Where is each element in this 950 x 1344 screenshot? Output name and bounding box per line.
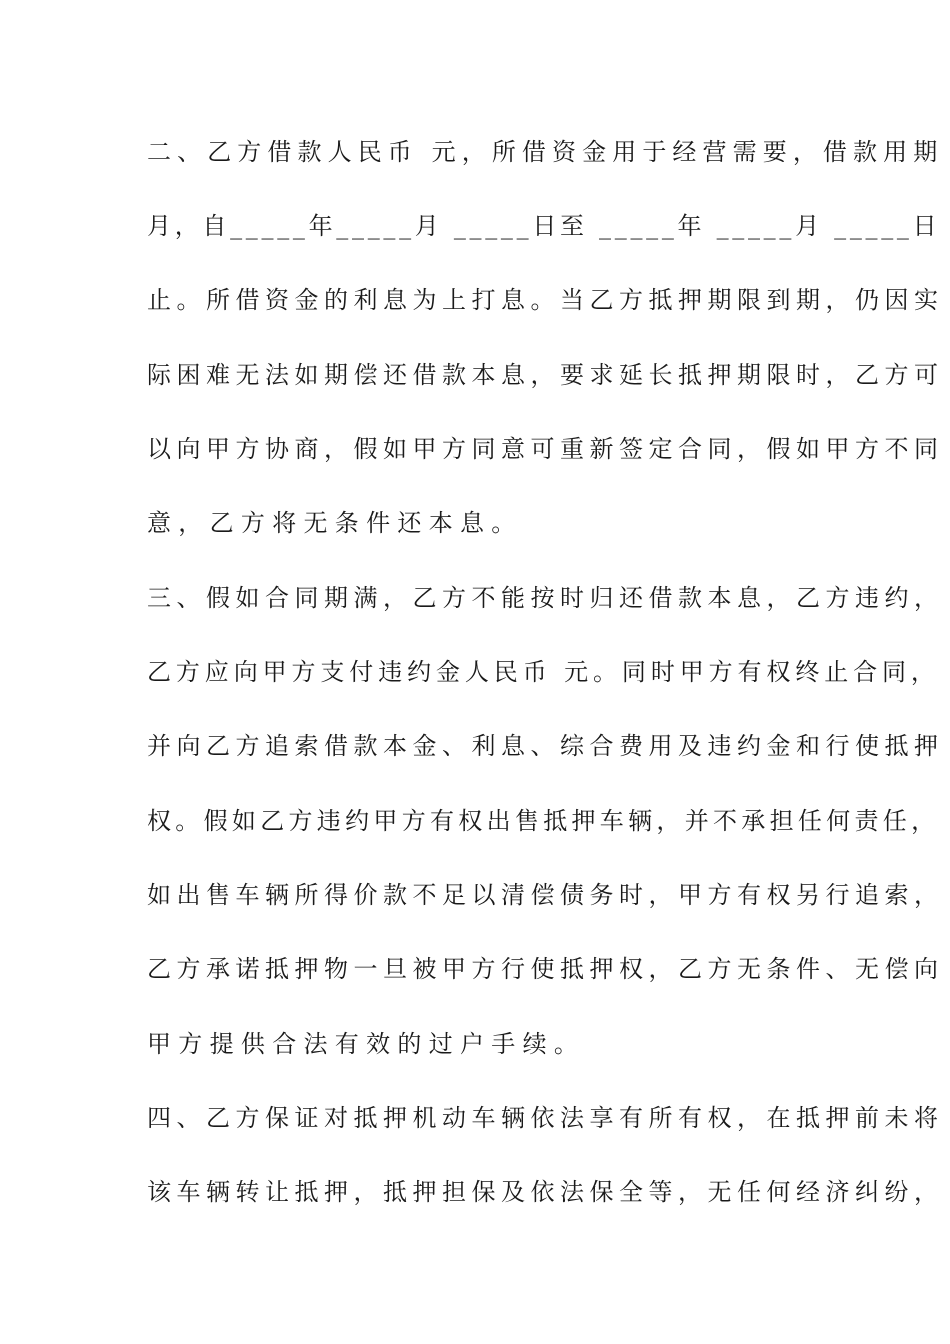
text-line: 际困难无法如期偿还借款本息，要求延长抵押期限时，乙方可 — [147, 361, 944, 389]
text-line: 该车辆转让抵押，抵押担保及依法保全等，无任何经济纠纷， — [147, 1178, 944, 1206]
text-line: 四、乙方保证对抵押机动车辆依法享有所有权，在抵押前未将 — [147, 1104, 944, 1132]
text-line: 如出售车辆所得价款不足以清偿债务时，甲方有权另行追索， — [147, 881, 944, 909]
text-line: 二、乙方借款人民币 元，所借资金用于经营需要，借款用期 — [147, 138, 944, 166]
text-line: 并向乙方追索借款本金、利息、综合费用及违约金和行使抵押 — [147, 732, 944, 760]
text-line: 以向甲方协商，假如甲方同意可重新签定合同，假如甲方不同 — [147, 435, 944, 463]
text-line: 乙方应向甲方支付违约金人民币 元。同时甲方有权终止合同， — [147, 658, 940, 686]
text-line: 意，乙方将无条件还本息。 — [147, 509, 523, 537]
text-line: 月，自_____年_____月 _____日至 _____年 _____月 _____日 — [147, 212, 941, 240]
text-line: 三、假如合同期满，乙方不能按时归还借款本息，乙方违约， — [147, 584, 944, 612]
text-line: 权。假如乙方违约甲方有权出售抵押车辆，并不承担任何责任， — [147, 807, 940, 835]
text-line: 止。所借资金的利息为上打息。当乙方抵押期限到期，仍因实 — [147, 286, 944, 314]
text-line: 乙方承诺抵押物一旦被甲方行使抵押权，乙方无条件、无偿向 — [147, 955, 944, 983]
text-line: 甲方提供合法有效的过户手续。 — [147, 1030, 586, 1058]
